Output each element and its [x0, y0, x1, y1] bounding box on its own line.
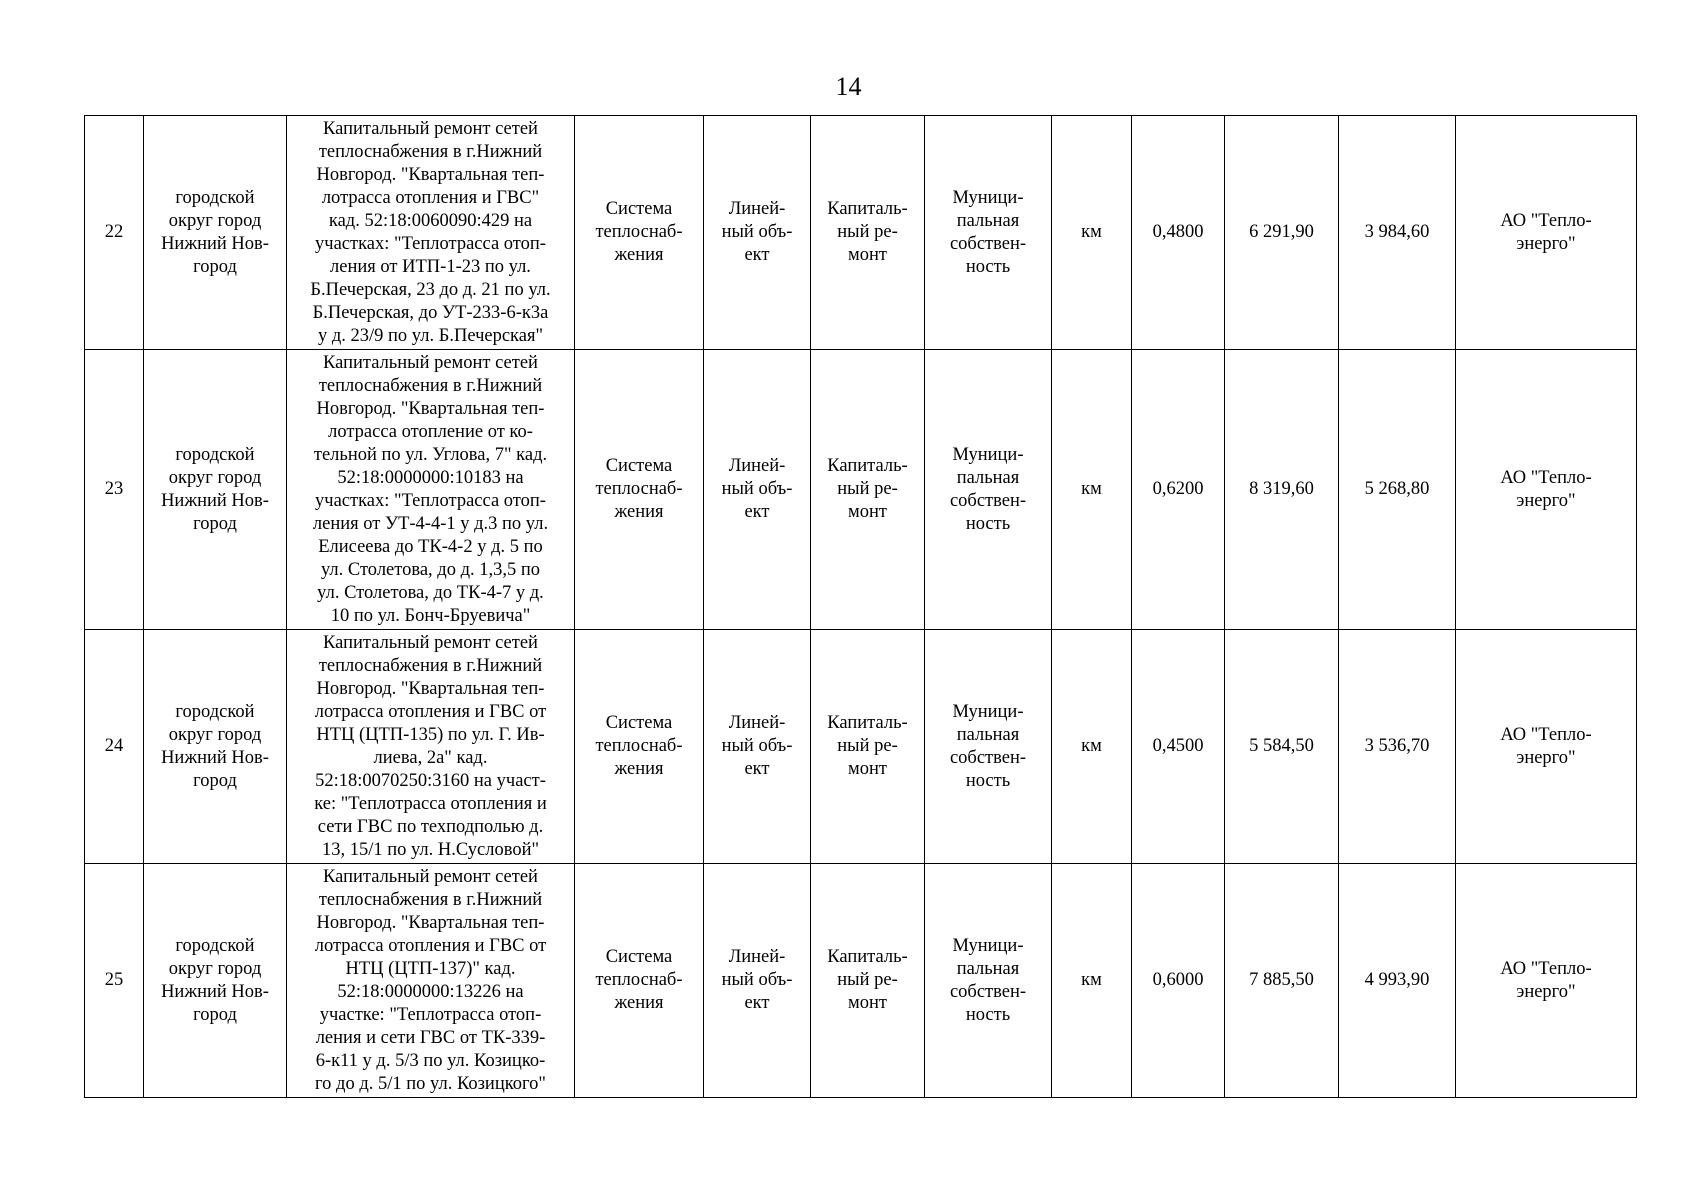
row-number: 23: [85, 350, 144, 630]
work-type-cell: [811, 116, 925, 350]
description-cell: [287, 864, 575, 1098]
cell-line: теплоснабжения в г.Нижний: [318, 141, 543, 162]
system-cell: [575, 864, 704, 1098]
cell-line: ный ре-: [837, 479, 898, 499]
cell-line: Новгород. "Квартальная теп-: [316, 678, 545, 699]
cell-line: теплоснаб-: [595, 970, 683, 990]
cell-line: ный ре-: [837, 222, 898, 242]
cell-line: Б.Печерская, 23 до д. 21 по ул.: [310, 279, 551, 300]
cell-line: ке: "Теплотрасса отопления и: [314, 793, 547, 814]
cell-line: городской: [175, 701, 255, 722]
row-number: 25: [85, 864, 144, 1098]
cell-line: округ город: [168, 467, 262, 488]
cell-line: лиева, 2а" кад.: [373, 747, 488, 768]
cell-line: ект: [744, 502, 770, 522]
cell-line: ный объ-: [721, 479, 793, 499]
cost-total-cell: 7 885,50: [1225, 864, 1339, 1098]
cell-line: теплоснаб-: [595, 736, 683, 756]
cell-line: округ город: [168, 958, 262, 979]
cost-total-cell: 5 584,50: [1225, 630, 1339, 864]
cell-line: ный ре-: [837, 970, 898, 990]
organization-cell: [1456, 350, 1637, 630]
cost-part-cell: 5 268,80: [1339, 350, 1456, 630]
territory-cell: [144, 350, 287, 630]
cell-line: Муници-: [952, 935, 1024, 956]
ownership-cell: [925, 630, 1052, 864]
cost-part-cell: 4 993,90: [1339, 864, 1456, 1098]
cell-line: кад. 52:18:0060090:429 на: [328, 210, 533, 231]
cell-line: теплоснаб-: [595, 222, 683, 242]
cell-line: жения: [614, 502, 664, 522]
cell-line: город: [193, 770, 237, 791]
cell-line: АО "Тепло-: [1500, 724, 1592, 745]
cell-line: ный объ-: [721, 970, 793, 990]
cell-line: лотрасса отопление от ко-: [328, 421, 533, 442]
table-row: [85, 350, 1637, 630]
description-cell: [287, 116, 575, 350]
cell-line: теплоснабжения в г.Нижний: [318, 889, 543, 910]
cell-line: ект: [744, 245, 770, 265]
territory-cell: [144, 864, 287, 1098]
organization-cell: [1456, 116, 1637, 350]
cell-line: Муници-: [952, 444, 1024, 465]
cell-line: ект: [744, 993, 770, 1013]
cell-line: 52:18:0070250:3160 на участ-: [315, 770, 546, 791]
system-cell: [575, 350, 704, 630]
cell-line: го до д. 5/1 по ул. Козицкого": [315, 1073, 546, 1094]
cell-line: Линей-: [728, 456, 786, 476]
cell-line: ный объ-: [721, 736, 793, 756]
cell-line: ления от ИТП-1-23 по ул.: [330, 256, 531, 277]
length-cell: 0,4500: [1132, 630, 1225, 864]
cell-line: лотрасса отопления и ГВС от: [314, 935, 547, 956]
row-number: 22: [85, 116, 144, 350]
cell-line: собствен-: [949, 490, 1027, 511]
length-cell: 0,4800: [1132, 116, 1225, 350]
cell-line: ления и сети ГВС от ТК-339-: [315, 1027, 546, 1048]
work-type-cell: [811, 864, 925, 1098]
cell-line: Нижний Нов-: [161, 233, 269, 254]
cost-total-cell: 6 291,90: [1225, 116, 1339, 350]
cell-line: лотрасса отопления и ГВС": [321, 187, 540, 208]
cell-line: Капитальный ремонт сетей: [323, 866, 538, 887]
cell-line: НТЦ (ЦТП-137)" кад.: [345, 958, 516, 979]
page-number: 14: [835, 72, 862, 101]
cell-line: городской: [175, 187, 255, 208]
cell-line: Капитальный ремонт сетей: [323, 632, 538, 653]
cell-line: пальная: [956, 467, 1020, 488]
organization-cell: [1456, 630, 1637, 864]
cell-line: ный ре-: [837, 736, 898, 756]
cell-line: город: [193, 256, 237, 277]
cell-line: 10 по ул. Бонч-Бруевича": [330, 605, 531, 626]
cell-line: жения: [614, 245, 664, 265]
cell-line: Елисеева до ТК-4-2 у д. 5 по: [318, 536, 543, 557]
territory-cell: [144, 630, 287, 864]
cell-line: Капиталь-: [827, 456, 908, 476]
cell-line: монт: [848, 245, 887, 265]
cell-line: Система: [605, 456, 673, 476]
cell-line: Капитальный ремонт сетей: [323, 352, 538, 373]
cell-line: НТЦ (ЦТП-135) по ул. Г. Ив-: [316, 724, 545, 745]
table-row: [85, 116, 1637, 350]
system-cell: [575, 630, 704, 864]
cell-line: теплоснабжения в г.Нижний: [318, 655, 543, 676]
cell-line: жения: [614, 993, 664, 1013]
description-cell: [287, 350, 575, 630]
cell-line: участках: "Теплотрасса отоп-: [315, 490, 546, 511]
row-number: 24: [85, 630, 144, 864]
table-row: [85, 630, 1637, 864]
cell-line: пальная: [956, 958, 1020, 979]
object-type-cell: [704, 630, 811, 864]
cell-line: Нижний Нов-: [161, 981, 269, 1002]
object-type-cell: [704, 350, 811, 630]
cell-line: 52:18:0000000:13226 на: [337, 981, 524, 1002]
cell-line: теплоснаб-: [595, 479, 683, 499]
ownership-cell: [925, 350, 1052, 630]
cell-line: ул. Столетова, до д. 1,3,5 по: [320, 559, 541, 580]
cell-line: ность: [965, 256, 1011, 277]
cell-line: энерго": [1516, 981, 1576, 1002]
cell-line: 52:18:0000000:10183 на: [337, 467, 524, 488]
cell-line: 6-к11 у д. 5/3 по ул. Козицко-: [315, 1050, 546, 1071]
cell-line: энерго": [1516, 747, 1576, 768]
cell-line: город: [193, 513, 237, 534]
cost-part-cell: 3 984,60: [1339, 116, 1456, 350]
cell-line: Новгород. "Квартальная теп-: [316, 912, 545, 933]
cell-line: собствен-: [949, 981, 1027, 1002]
system-cell: [575, 116, 704, 350]
ownership-cell: [925, 116, 1052, 350]
cell-line: ления от УТ-4-4-1 у д.3 по ул.: [312, 513, 549, 534]
territory-cell: [144, 116, 287, 350]
cell-line: монт: [848, 993, 887, 1013]
cell-line: участках: "Теплотрасса отоп-: [315, 233, 546, 254]
cell-line: Система: [605, 947, 673, 967]
cell-line: ект: [744, 759, 770, 779]
object-type-cell: [704, 864, 811, 1098]
cell-line: теплоснабжения в г.Нижний: [318, 375, 543, 396]
cell-line: собствен-: [949, 233, 1027, 254]
cell-line: городской: [175, 935, 255, 956]
cell-line: ул. Столетова, до ТК-4-7 у д.: [317, 582, 544, 603]
cell-line: участке: "Теплотрасса отоп-: [319, 1004, 542, 1025]
organization-cell: [1456, 864, 1637, 1098]
cell-line: ность: [965, 1004, 1011, 1025]
cell-line: Нижний Нов-: [161, 747, 269, 768]
object-type-cell: [704, 116, 811, 350]
cell-line: Новгород. "Квартальная теп-: [316, 164, 545, 185]
cell-line: Новгород. "Квартальная теп-: [316, 398, 545, 419]
cell-line: Нижний Нов-: [161, 490, 269, 511]
cell-line: сети ГВС по техподполью д.: [317, 816, 544, 837]
unit-cell: км: [1052, 630, 1132, 864]
cell-line: пальная: [956, 210, 1020, 231]
cell-line: АО "Тепло-: [1500, 210, 1592, 231]
cell-line: АО "Тепло-: [1500, 958, 1592, 979]
cell-line: Линей-: [728, 947, 786, 967]
cell-line: пальная: [956, 724, 1020, 745]
description-cell: [287, 630, 575, 864]
cell-line: энерго": [1516, 490, 1576, 511]
work-type-cell: [811, 630, 925, 864]
cell-line: тельной по ул. Углова, 7" кад.: [313, 444, 548, 465]
cell-line: Капиталь-: [827, 199, 908, 219]
length-cell: 0,6000: [1132, 864, 1225, 1098]
cell-line: Система: [605, 199, 673, 219]
cell-line: Муници-: [952, 187, 1024, 208]
unit-cell: км: [1052, 350, 1132, 630]
cell-line: АО "Тепло-: [1500, 467, 1592, 488]
cell-line: монт: [848, 759, 887, 779]
cell-line: собствен-: [949, 747, 1027, 768]
cell-line: город: [193, 1004, 237, 1025]
table-row: [85, 864, 1637, 1098]
cost-part-cell: 3 536,70: [1339, 630, 1456, 864]
cell-line: жения: [614, 759, 664, 779]
cell-line: ность: [965, 770, 1011, 791]
cell-line: ный объ-: [721, 222, 793, 242]
cell-line: энерго": [1516, 233, 1576, 254]
cell-line: лотрасса отопления и ГВС от: [314, 701, 547, 722]
cell-line: 13, 15/1 по ул. Н.Сусловой": [321, 839, 540, 860]
cell-line: городской: [175, 444, 255, 465]
cell-line: Муници-: [952, 701, 1024, 722]
cell-line: Б.Печерская, до УТ-233-6-к3а: [312, 302, 549, 323]
cell-line: Капитальный ремонт сетей: [323, 118, 538, 139]
cell-line: округ город: [168, 724, 262, 745]
unit-cell: км: [1052, 864, 1132, 1098]
cell-line: Система: [605, 713, 673, 733]
cell-line: округ город: [168, 210, 262, 231]
ownership-cell: [925, 864, 1052, 1098]
work-type-cell: [811, 350, 925, 630]
cell-line: у д. 23/9 по ул. Б.Печерская": [317, 325, 544, 346]
length-cell: 0,6200: [1132, 350, 1225, 630]
cell-line: Капиталь-: [827, 947, 908, 967]
cell-line: Капиталь-: [827, 713, 908, 733]
cell-line: ность: [965, 513, 1011, 534]
cell-line: Линей-: [728, 199, 786, 219]
projects-table: [84, 115, 1637, 1098]
cell-line: монт: [848, 502, 887, 522]
unit-cell: км: [1052, 116, 1132, 350]
cell-line: Линей-: [728, 713, 786, 733]
cost-total-cell: 8 319,60: [1225, 350, 1339, 630]
